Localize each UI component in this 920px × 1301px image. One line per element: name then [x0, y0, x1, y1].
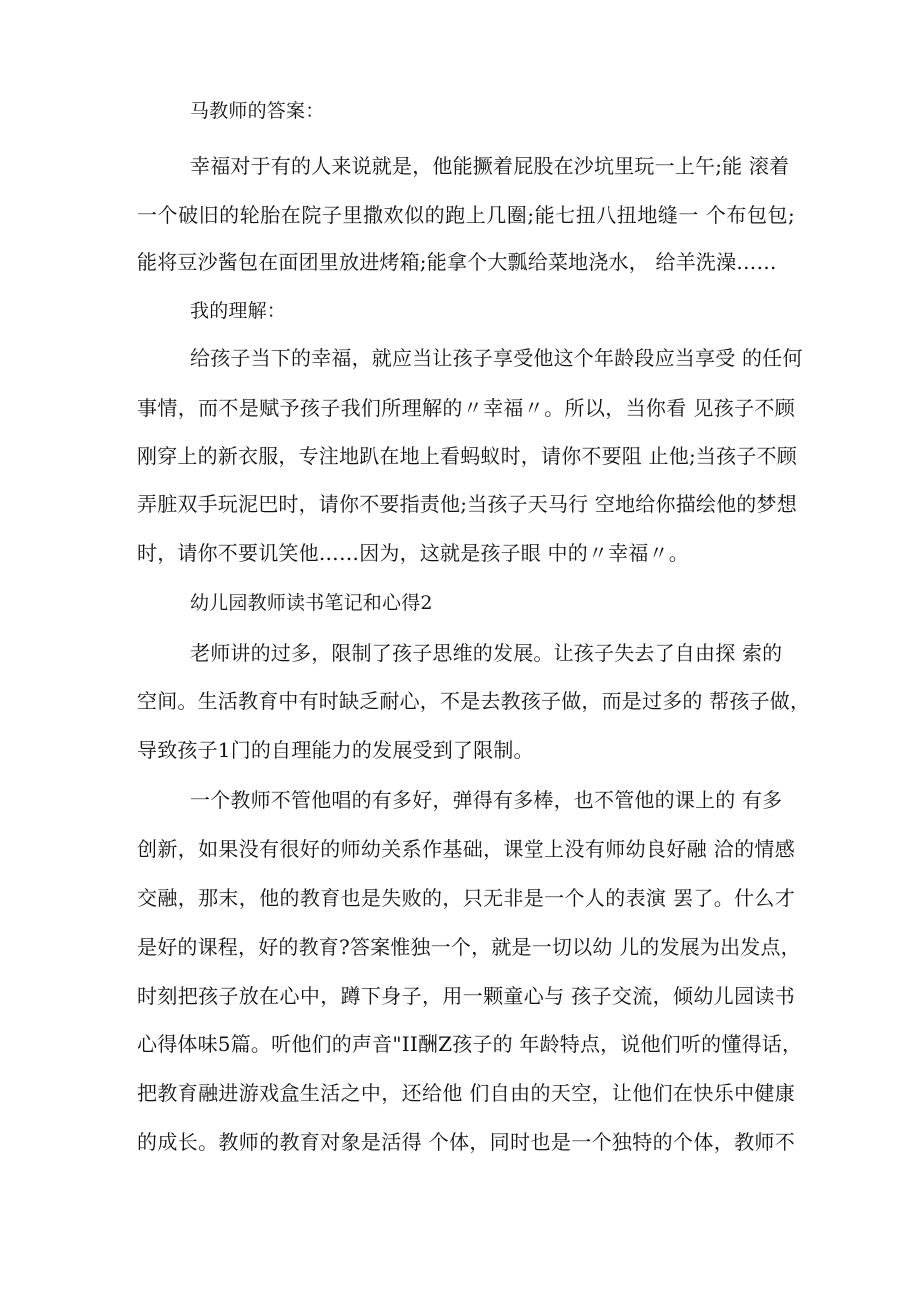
paragraph-line: 时刻把孩子放在心中，蹲下身子，用一颗童心与 孩子交流，倾幼儿园读书 [137, 984, 795, 1008]
paragraph-line: 是好的课程，好的教育?答案惟独一个，就是一切以幼 儿的发展为出发点， [137, 935, 801, 959]
paragraph-line: 一个教师不管他唱的有多好，弹得有多棒，也不管他的课上的 有多 [190, 788, 783, 812]
paragraph-line: 把教育融进游戏盒生活之中，还给他 们自由的天空，让他们在快乐中健康 [137, 1081, 795, 1105]
paragraph-line: 幸福对于有的人来说就是，他能撅着屁股在沙坑里玩一上午;能 滚着 [190, 154, 790, 178]
paragraph-line: 空间。生活教育中有时缺乏耐心，不是去教孩子做，而是过多的 帮孩子做， [137, 689, 811, 713]
paragraph-line: 交融，那末，他的教育也是失败的，只无非是一个人的表演 罢了。什么才 [137, 886, 795, 910]
paragraph-line: 创新，如果没有很好的师幼关系作基础，课堂上没有师幼良好融 洽的情感 [137, 837, 795, 861]
understanding-heading: 我的理解： [190, 300, 287, 322]
paragraph-line: 老师讲的过多，限制了孩子思维的发展。让孩子失去了自由探 索的 [190, 641, 783, 665]
paragraph-line: 能将豆沙酱包在面团里放进烤箱;能拿个大瓢给菜地浇水， 给羊洗澡…… [137, 250, 777, 274]
paragraph-line: 刚穿上的新衣服，专注地趴在地上看蚂蚁时，请你不要阻 止他;当孩子不顾 [137, 444, 797, 468]
paragraph-line: 一个破旧的轮胎在院子里撒欢似的跑上几圈;能七扭八扭地缝一 个布包包; [137, 203, 795, 227]
paragraph-line: 心得体味5篇。听他们的声音"II酬Z孩子的 年龄特点，说他们听的懂得话， [137, 1032, 803, 1056]
answer-heading: 马教师的答案： [190, 100, 325, 122]
paragraph-line: 弄脏双手玩泥巴时，请你不要指责他;当孩子天马行 空地给你描绘他的梦想 [137, 492, 797, 516]
paragraph-line: 的成长。教师的教育对象是活得 个体，同时也是一个独特的个体，教师不 [137, 1130, 795, 1154]
section-title: 幼儿园教师读书笔记和心得2 [190, 592, 433, 614]
paragraph-line: 给孩子当下的幸福，就应当让孩子享受他这个年龄段应当享受 的任何 [190, 346, 803, 370]
paragraph-line: 事情，而不是赋予孩子我们所理解的〃幸福〃。所以，当你看 见孩子不顾 [137, 396, 795, 420]
paragraph-line: 导致孩子1门的自理能力的发展受到了限制。 [137, 738, 534, 762]
paragraph-line: 时，请你不要讥笑他……因为，这就是孩子眼 中的〃幸福〃。 [137, 541, 689, 565]
